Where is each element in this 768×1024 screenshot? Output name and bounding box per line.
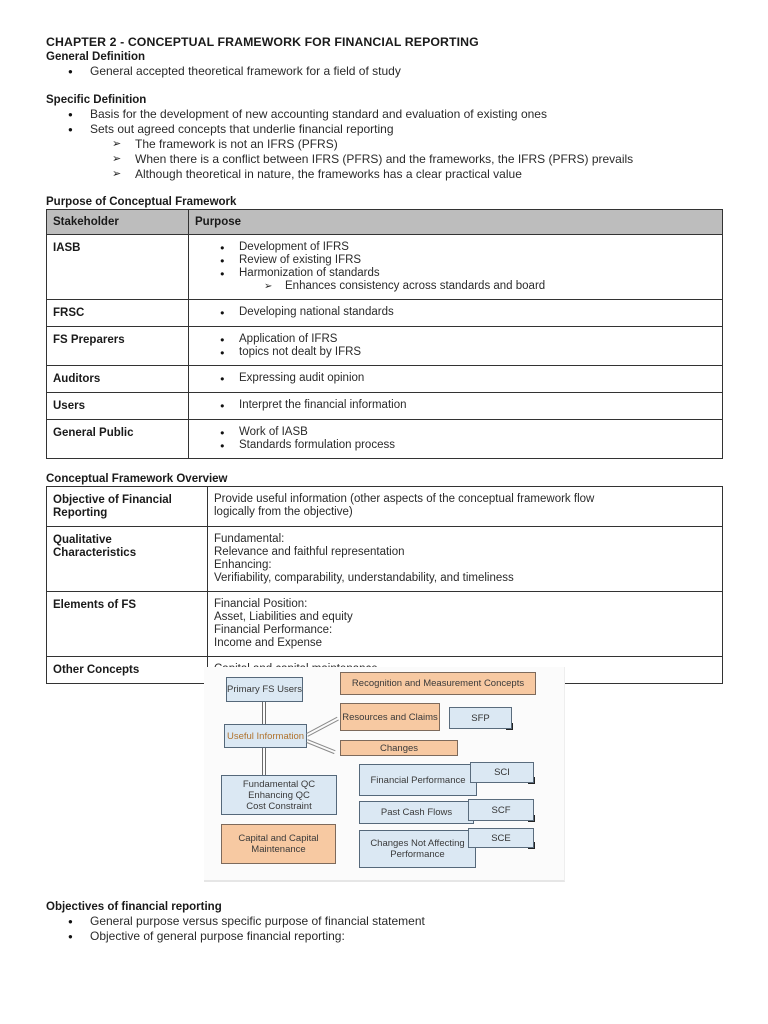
column-header-purpose: Purpose [189,210,723,235]
table-row [47,592,723,657]
objectives-section [46,900,726,944]
tag-sci: SCI [470,762,534,783]
stakeholder-cell: FRSC [47,300,189,327]
down-arrow-icon [262,702,266,724]
purpose-table-heading: Purpose of Conceptual Framework [46,196,237,208]
chapter-title: CHAPTER 2 - CONCEPTUAL FRAMEWORK FOR FINANCIAL REPORTING [46,35,479,49]
stakeholder-cell: IASB [47,235,189,300]
tag-sce: SCE [468,828,534,848]
table-row [47,527,723,592]
table-row [47,487,723,527]
diagonal-arrow-icon [306,739,335,754]
column-header-stakeholder: Stakeholder [47,210,189,235]
objectives-heading: Objectives of financial reporting [46,901,222,913]
arrowhead-bullet-icon: ➢ [112,153,122,165]
diagram-box-primary-users: Primary FS Users [226,677,303,702]
table-row [47,393,723,420]
arrowhead-bullet-icon: ➢ [112,138,122,150]
purpose-table [46,209,723,459]
down-arrow-icon [262,748,266,775]
general-definition-heading: General Definition [46,51,146,63]
overview-key-cell: Qualitative Characteristics [47,527,208,592]
purpose-cell: ● Work of IASB ● Standards formulation process [189,420,723,459]
stakeholder-cell: Users [47,393,189,420]
diagram-box-past-cash-flows: Past Cash Flows [359,801,474,824]
specific-definition-sub-bullet: ➢ The framework is not an IFRS (PFRS) [112,137,338,151]
objectives-bullet: ● Objective of general purpose financial reporting: [46,929,726,944]
specific-definition-bullet: ● Sets out agreed concepts that underlie financial reporting [46,122,726,137]
purpose-cell: ● Development of IFRS ● Review of existing IFRS ● Harmonization of standards ➢ Enhances consistency across standards and board [189,235,723,300]
specific-definition-bullet: ● Basis for the development of new accounting standard and evaluation of existing ones [46,107,726,122]
diagram-box-recognition-measurement: Recognition and Measurement Concepts [340,672,536,695]
arrowhead-bullet-icon: ➢ [112,168,122,180]
document-page [46,35,726,684]
table-row [47,235,723,300]
table-header-row [47,210,723,235]
purpose-cell: ● Expressing audit opinion [189,366,723,393]
general-definition-bullet: ● General accepted theoretical framework for a field of study [46,64,726,79]
overview-value-cell: Financial Position: Asset, Liabilities and equity Financial Performance: Income and Expense [208,592,723,657]
diagram-box-capital-maintenance: Capital and Capital Maintenance [221,824,336,864]
tag-scf: SCF [468,799,534,821]
overview-value-cell: Provide useful information (other aspects of the conceptual framework flow logically from the objective) [208,487,723,527]
overview-key-cell: Objective of Financial Reporting [47,487,208,527]
overview-key-cell: Other Concepts [47,657,208,684]
tag-sfp: SFP [449,707,512,729]
overview-value-cell: Fundamental: Relevance and faithful representation Enhancing: Verifiability, comparability, understandability, and timeliness [208,527,723,592]
arrowhead-bullet-icon: ➢ [264,281,273,292]
specific-definition-sub-bullet: ➢ When there is a conflict between IFRS (PFRS) and the frameworks, the IFRS (PFRS) prevails [112,152,634,166]
table-row [47,366,723,393]
diagram-box-useful-information: Useful Information [224,724,307,748]
objectives-bullet: ● General purpose versus specific purpose of financial statement [46,914,726,929]
stakeholder-cell: FS Preparers [47,327,189,366]
diagram-box-qc: Fundamental QC Enhancing QC Cost Constraint [221,775,337,815]
overview-table-heading: Conceptual Framework Overview [46,473,228,485]
specific-definition-sub-bullet: ➢ Although theoretical in nature, the frameworks has a clear practical value [112,167,522,181]
conceptual-framework-diagram [204,667,565,882]
diagonal-arrow-icon [306,717,339,737]
purpose-cell: ● Interpret the financial information [189,393,723,420]
diagram-box-resources-claims: Resources and Claims [340,703,440,731]
stakeholder-cell: Auditors [47,366,189,393]
stakeholder-cell: General Public [47,420,189,459]
table-row [47,300,723,327]
table-row [47,327,723,366]
purpose-cell: ● Application of IFRS ● topics not dealt by IFRS [189,327,723,366]
diagram-box-changes-not-affecting: Changes Not Affecting Performance [359,830,476,868]
overview-table [46,486,723,684]
purpose-cell: ● Developing national standards [189,300,723,327]
diagram-box-financial-performance: Financial Performance [359,764,477,796]
overview-key-cell: Elements of FS [47,592,208,657]
table-row [47,420,723,459]
specific-definition-heading: Specific Definition [46,94,147,106]
diagram-box-changes: Changes [340,740,458,756]
